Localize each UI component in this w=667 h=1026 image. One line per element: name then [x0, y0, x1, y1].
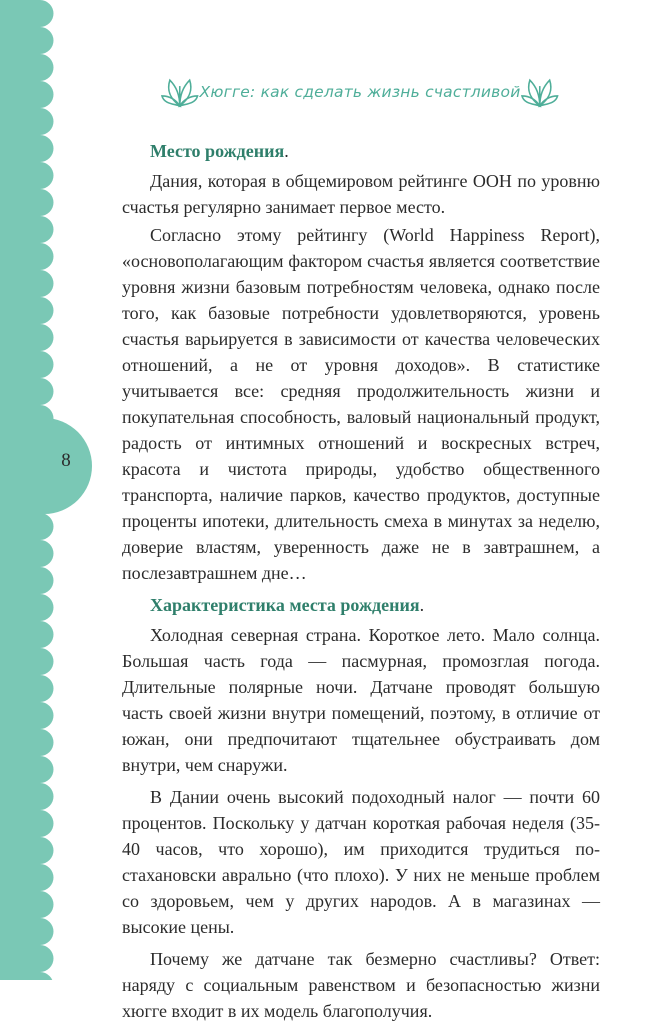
paragraph: Холодная северная страна. Короткое лето. Мало солнца. Большая часть года — пасмурная, промозглая погода. Длительные полярные ночи. Датчане проводят большую часть своей жизни внутри помещений, поэтому, в отличие от южан, они предпочитают тщательнее обустраивать дом внутри, чем снаружи. — [122, 625, 600, 775]
page-number: 8 — [61, 450, 71, 471]
header-title: Хюгге: как сделать жизнь счастливой — [199, 83, 521, 101]
section-heading — [122, 592, 600, 618]
leaf-ornament-icon — [160, 74, 200, 110]
heading-punctuation: . — [419, 595, 425, 615]
heading-text: Место рождения — [150, 141, 285, 161]
leaf-ornament-icon — [520, 74, 560, 110]
heading-punctuation: . — [284, 141, 289, 161]
paragraph: Почему же датчане так безмерно счастливы? Ответ: наряду с социальным равенством и безопасностью жизни хюгге входит в их модель благополучия. — [122, 949, 600, 1021]
page-body — [122, 138, 600, 1026]
running-header — [160, 74, 560, 110]
paragraph: Согласно этому рейтингу (World Happiness Report), «основополагающим фактором счастья является соответствие уровня жизни базовым потребностям человека, однако после того, как базовые потребности удовлетворяются, уровень счастья варьируется в зависимости от качества человеческих отношений, а не от уровня доходов». В статистике учитывается все: средняя продолжительность жизни и покупательная способность, валовый национальный продукт, радость от интимных отношений и воскресных встреч, красота и чистота природы, удобство общественного транспорта, наличие парков, качество продуктов, доступные проценты ипотеки, длительность смеха в минутах за неделю, доверие властям, уверенность даже не в завтрашнем, а послезавтрашнем дне… — [122, 225, 600, 583]
section-heading — [122, 138, 600, 164]
paragraph: В Дании очень высокий подоходный налог — почти 60 процентов. Поскольку у датчан короткая рабочая неделя (35-40 часов, что хорошо), им приходится трудиться по-стахановски аврально (что плохо). У них не меньше проблем со здоровьем, чем у других народов. А в магазинах — высокие цены. — [122, 787, 600, 937]
heading-text: Характеристика места рождения — [150, 595, 420, 615]
paragraph: Дания, которая в общемировом рейтинге ООН по уровню счастья регулярно занимает первое место. — [122, 171, 600, 217]
page-number-tab — [0, 418, 92, 514]
